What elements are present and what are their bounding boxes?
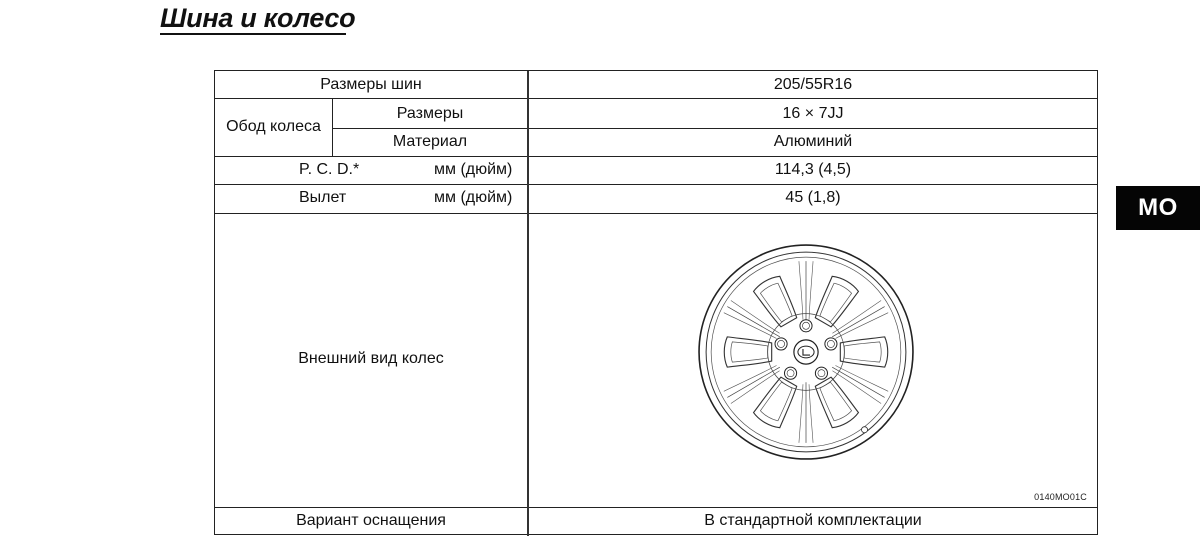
tire-wheel-spec-table [214, 70, 1098, 535]
wheel-illustration [695, 241, 917, 463]
row-divider [215, 98, 1097, 99]
offset-unit: мм (дюйм) [434, 189, 513, 206]
section-tab-mo: MO [1116, 186, 1200, 230]
tire-size-value: 205/55R16 [773, 76, 853, 93]
rim-size-value: 16 × 7JJ [782, 105, 844, 122]
offset-label: Вылет [299, 189, 347, 206]
row-divider [332, 128, 1097, 129]
equipment-label: Вариант оснащения [296, 512, 446, 529]
rim-material-value: Алюминий [773, 133, 853, 150]
pcd-unit: мм (дюйм) [434, 161, 513, 178]
row-divider [215, 507, 1097, 508]
rim-group-label: Обод колеса [226, 118, 321, 135]
figure-code: 0140MO01C [1034, 492, 1087, 502]
row-divider [215, 184, 1097, 185]
pcd-value: 114,3 (4,5) [774, 161, 852, 178]
rim-size-label: Размеры [396, 105, 464, 122]
pcd-label: P. C. D.* [299, 161, 360, 178]
row-divider [215, 156, 1097, 157]
wheel-appearance-label: Внешний вид колес [298, 350, 444, 367]
row-divider [215, 213, 1097, 214]
section-heading: Шина и колесо [160, 3, 356, 33]
equipment-value: В стандартной комплектации [704, 512, 922, 529]
heading-underline [160, 33, 346, 35]
offset-value: 45 (1,8) [785, 189, 841, 206]
tire-size-label: Размеры шин [320, 76, 422, 93]
rim-material-label: Материал [392, 133, 468, 150]
